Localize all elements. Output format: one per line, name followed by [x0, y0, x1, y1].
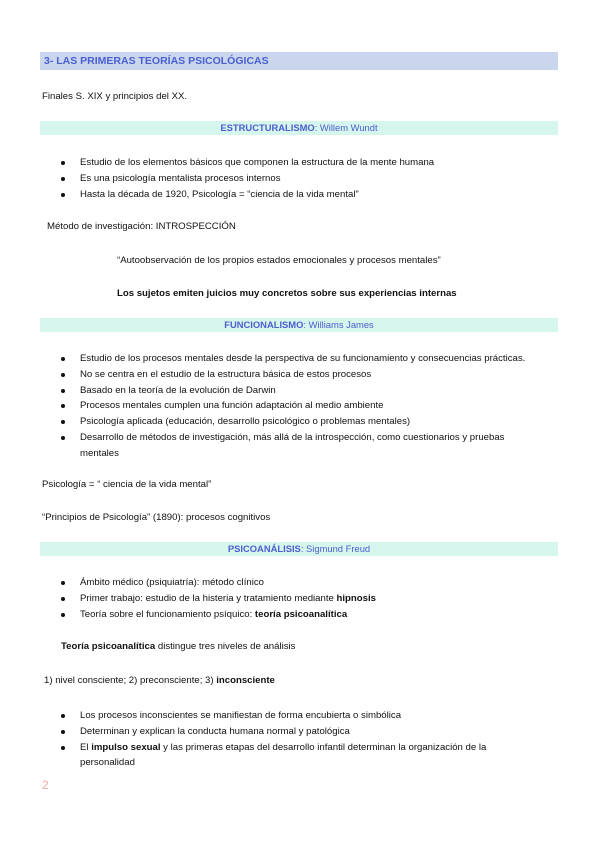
definition-text: Psicología = “ ciencia de la vida mental” — [42, 479, 212, 490]
list-item: Ámbito médico (psiquiatría): método clínico — [0, 575, 540, 591]
bullet-icon — [61, 373, 65, 377]
section-title: PSICOANÁLISIS — [227, 543, 301, 554]
section-header-estructuralismo — [40, 121, 558, 135]
section-author: : Williams James — [303, 319, 374, 330]
bold-statement: Los sujetos emiten juicios muy concretos sobre sus experiencias internas — [117, 288, 457, 299]
list-item: Psicología aplicada (educación, desarrollo psicológico o problemas mentales) — [0, 414, 540, 430]
page-number: 2 — [42, 778, 49, 792]
bullet-icon — [61, 404, 65, 408]
bullet-icon — [61, 161, 65, 165]
bullet-list-inconsciente — [0, 708, 599, 771]
section-title: FUNCIONALISMO — [224, 319, 304, 330]
list-item: Determinan y explican la conducta humana normal y patológica — [0, 724, 540, 740]
bullet-icon — [61, 613, 65, 617]
method-text: Método de investigación: INTROSPECCIÓN — [47, 221, 236, 232]
list-item: Desarrollo de métodos de investigación, más allá de la introspección, como cuestionarios y pruebas mentales — [0, 430, 540, 462]
bullet-icon — [61, 746, 65, 750]
bullet-icon — [61, 420, 65, 424]
section-title: ESTRUCTURALISMO — [220, 122, 315, 133]
levels-text: Teoría psicoanalítica distingue tres niveles de análisis — [61, 641, 296, 652]
section-header-psicoanalisis — [40, 542, 558, 556]
publication-text: “Principios de Psicología” (1890): procesos cognitivos — [42, 512, 271, 523]
quote-text: “Autoobservación de los propios estados emocionales y procesos mentales” — [117, 255, 441, 266]
bullet-icon — [61, 436, 65, 440]
levels-list: 1) nivel consciente; 2) preconsciente; 3) inconsciente — [44, 675, 275, 686]
bullet-icon — [61, 714, 65, 718]
list-item: El impulso sexual y las primeras etapas del desarrollo infantil determinan la organización de la personalidad — [0, 740, 540, 772]
bullet-icon — [61, 177, 65, 181]
bullet-list-funcionalismo — [0, 351, 599, 462]
list-item: Teoría sobre el funcionamiento psíquico: teoría psicoanalítica — [0, 607, 540, 623]
list-item: Procesos mentales cumplen una función adaptación al medio ambiente — [0, 398, 540, 414]
list-item: Primer trabajo: estudio de la histeria y tratamiento mediante hipnosis — [0, 591, 540, 607]
bullet-icon — [61, 597, 65, 601]
bullet-list-estructuralismo — [0, 155, 599, 202]
bullet-list-psicoanalisis — [0, 575, 599, 622]
section-author: : Sigmund Freud — [300, 543, 371, 554]
list-item: Estudio de los elementos básicos que componen la estructura de la mente humana — [0, 155, 540, 171]
list-item: No se centra en el estudio de la estructura básica de estos procesos — [0, 367, 540, 383]
list-item: Estudio de los procesos mentales desde la perspectiva de su funcionamiento y consecuencias prácticas. — [0, 351, 540, 367]
bullet-icon — [61, 581, 65, 585]
bullet-icon — [61, 193, 65, 197]
list-item: Basado en la teoría de la evolución de Darwin — [0, 383, 540, 399]
list-item: Hasta la década de 1920, Psicología = “ciencia de la vida mental” — [0, 187, 540, 203]
bullet-icon — [61, 357, 65, 361]
bullet-icon — [61, 730, 65, 734]
section-author: : Willem Wundt — [314, 122, 378, 133]
list-item: Es una psicología mentalista procesos internos — [0, 171, 540, 187]
list-item: Los procesos inconscientes se manifiestan de forma encubierta o simbólica — [0, 708, 540, 724]
section-header-funcionalismo — [40, 318, 558, 332]
page-title: 3- LAS PRIMERAS TEORÍAS PSICOLÓGICAS — [40, 52, 558, 70]
intro-text: Finales S. XIX y principios del XX. — [42, 91, 188, 102]
bullet-icon — [61, 389, 65, 393]
